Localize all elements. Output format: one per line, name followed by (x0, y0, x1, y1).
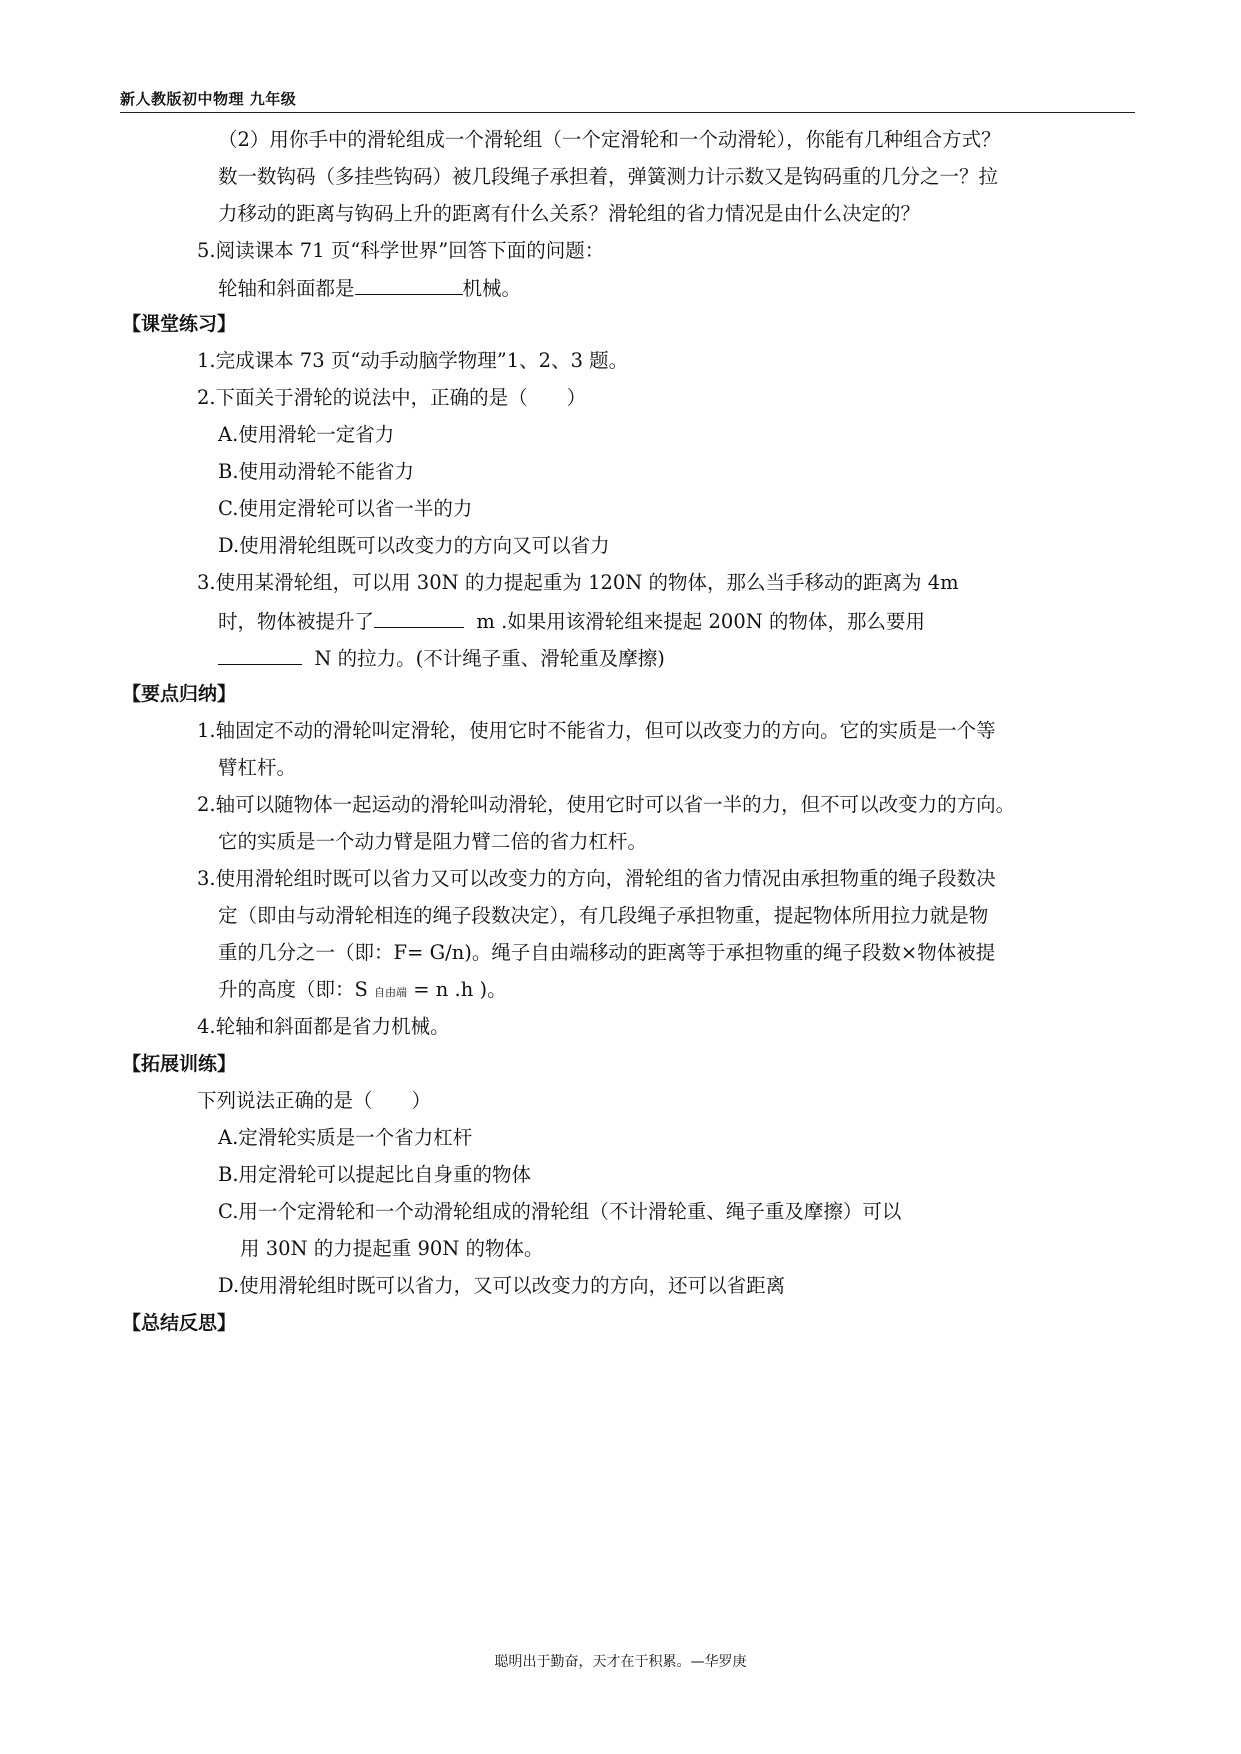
practice-item-1: 1.完成课本 73 页“动手动脑学物理”1、2、3 题。 (197, 349, 629, 372)
practice-item-3-line-2 (218, 607, 925, 635)
footer-quote: 聪明出于勤奋，天才在于积累。—华罗庚 (494, 1654, 747, 1670)
summary-item-3-line-4 (218, 977, 507, 1006)
summary-item-1-line-2: 臂杠杆。 (218, 756, 297, 779)
question-5-text-b: 机械。 (462, 277, 522, 300)
summary-item-2-line-1: 2.轴可以随物体一起运动的滑轮叫动滑轮，使用它时可以省一半的力，但不可以改变力的方向。 (197, 793, 1016, 816)
extension-option-c-line-2: 用 30N 的力提起重 90N 的物体。 (240, 1237, 544, 1260)
practice-item-2: 2.下面关于滑轮的说法中，正确的是（ ） (197, 386, 587, 409)
summary-item-2-line-2: 它的实质是一个动力臂是阻力臂二倍的省力杠杆。 (218, 830, 648, 853)
practice-item-3-line-1: 3.使用某滑轮组，可以用 30N 的力提起重为 120N 的物体，那么当手移动的距离为 4m (197, 571, 959, 594)
question-2-line-1: （2）用你手中的滑轮组成一个滑轮组（一个定滑轮和一个动滑轮），你能有几种组合方式？ (218, 128, 1001, 151)
question-2-line-3: 力移动的距离与钩码上升的距离有什么关系？滑轮组的省力情况是由什么决定的？ (218, 202, 921, 225)
practice-item-2-option-b: B.使用动滑轮不能省力 (218, 460, 415, 483)
answer-blank[interactable] (374, 607, 464, 628)
question-2-line-2: 数一数钩码（多挂些钩码）被几段绳子承担着，弹簧测力计示数又是钩码重的几分之一？拉 (218, 165, 999, 188)
practice-item-3-text-a: 时，物体被提升了 (218, 610, 375, 633)
extension-option-d: D.使用滑轮组时既可以省力，又可以改变力的方向，还可以省距离 (218, 1274, 786, 1297)
summary-item-3-line-1: 3.使用滑轮组时既可以省力又可以改变力的方向，滑轮组的省力情况由承担物重的绳子段数决 (197, 867, 996, 890)
summary-item-3-line-2: 定（即由与动滑轮相连的绳子段数决定），有几段绳子承担物重，提起物体所用拉力就是物 (218, 904, 989, 927)
extension-option-b: B.用定滑轮可以提起比自身重的物体 (218, 1163, 532, 1186)
answer-blank[interactable] (218, 644, 302, 665)
practice-item-2-option-c: C.使用定滑轮可以省一半的力 (218, 497, 473, 520)
summary-item-4: 4.轮轴和斜面都是省力机械。 (197, 1015, 450, 1038)
section-heading-summary: 【要点归纳】 (122, 683, 237, 705)
page-header (120, 86, 1135, 113)
practice-item-3-line-3 (218, 644, 665, 672)
formula-text-b: = n .h )。 (407, 978, 507, 1001)
practice-item-2-option-a: A.使用滑轮一定省力 (218, 423, 395, 446)
practice-item-3-text-c: N 的拉力。(不计绳子重、滑轮重及摩擦) (314, 647, 665, 670)
extension-option-a: A.定滑轮实质是一个省力杠杆 (218, 1126, 473, 1149)
section-heading-practice: 【课堂练习】 (122, 313, 237, 335)
practice-item-3-text-b: m .如果用该滑轮组来提起 200N 的物体，那么要用 (476, 610, 925, 633)
summary-item-1-line-1: 1.轴固定不动的滑轮叫定滑轮，使用它时不能省力，但可以改变力的方向。它的实质是一个等 (197, 719, 996, 742)
extension-option-c-line-1: C.用一个定滑轮和一个动滑轮组成的滑轮组（不计滑轮重、绳子重及摩擦）可以 (218, 1200, 902, 1223)
formula-text-a: 升的高度（即：S (218, 978, 375, 1001)
answer-blank[interactable] (355, 274, 463, 295)
question-5-text-a: 轮轴和斜面都是 (218, 277, 355, 300)
extension-question: 下列说法正确的是（ ） (197, 1089, 432, 1112)
header-title: 新人教版初中物理 九年级 (120, 90, 297, 108)
formula-subscript: 自由端 (374, 986, 408, 999)
section-heading-extension: 【拓展训练】 (122, 1053, 237, 1075)
practice-item-2-option-d: D.使用滑轮组既可以改变力的方向又可以省力 (218, 534, 610, 557)
summary-item-3-line-3: 重的几分之一（即：F= G/n)。绳子自由端移动的距离等于承担物重的绳子段数×物体被提 (218, 941, 996, 964)
question-5-line-2 (218, 274, 521, 302)
question-5-line-1: 5.阅读课本 71 页“科学世界”回答下面的问题： (197, 239, 605, 262)
section-heading-reflection: 【总结反思】 (122, 1312, 237, 1334)
